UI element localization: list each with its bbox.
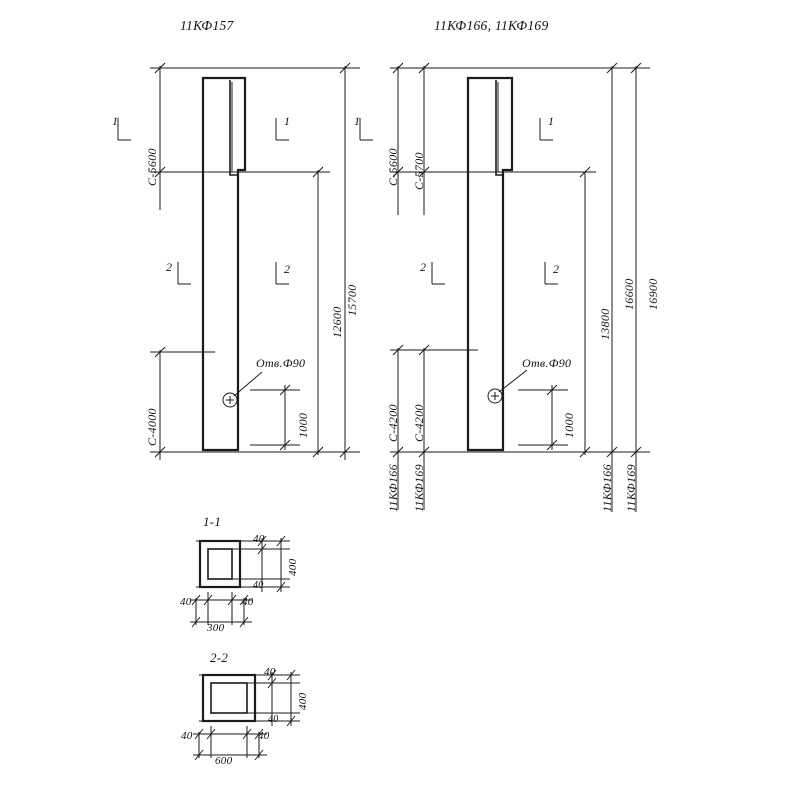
left-section-mark-1a: 1: [112, 114, 119, 128]
section-2-label: 2-2: [210, 650, 229, 665]
right-dim-16600: 16600: [622, 278, 636, 310]
section-2-inner-40-a: 40: [268, 714, 279, 725]
section-2-dim-400: 400: [297, 692, 309, 710]
left-dim-c5600: С-5600: [145, 148, 159, 186]
right-section-mark-2b: 2: [553, 262, 560, 276]
left-section-mark-1b: 1: [284, 114, 291, 128]
right-dim-c4200-b: С-4200: [412, 404, 426, 442]
left-dim-12600: 12600: [330, 306, 344, 338]
right-hole-note: Отв.Ф90: [522, 356, 572, 370]
section-1-overall: 300: [207, 622, 225, 634]
section-2-overall: 600: [215, 755, 233, 767]
right-tag-169-right: 11КФ169: [624, 464, 638, 512]
left-dim-15700: 15700: [345, 284, 359, 316]
section-1-dim-40-top: 40: [253, 533, 265, 545]
right-tag-169-left: 11КФ169: [412, 464, 426, 512]
left-dim-c4000: С-4000: [145, 408, 159, 446]
right-section-mark-1a: 1: [354, 114, 361, 128]
right-dim-c5600: С-5600: [386, 148, 400, 186]
section-1-dim-400: 400: [287, 558, 299, 576]
right-dim-16900: 16900: [646, 278, 660, 310]
left-hole-note: Отв.Ф90: [256, 356, 306, 370]
section-2-dim-40-left: 40: [181, 730, 193, 742]
section-2-dim-40-right: 40: [258, 730, 270, 742]
left-section-mark-2b: 2: [284, 262, 291, 276]
title-left: 11КФ157: [180, 18, 234, 33]
title-right: 11КФ166, 11КФ169: [434, 18, 549, 33]
right-dim-c5700: С-5700: [412, 152, 426, 190]
section-1-inner-40-a: 40: [253, 580, 264, 591]
right-section-mark-2a: 2: [420, 260, 427, 274]
left-hole-dim: 1000: [296, 412, 310, 438]
section-1-dim-40-right: 40: [242, 596, 254, 608]
right-section-mark-1b: 1: [548, 114, 555, 128]
section-1-dim-40-left: 40: [180, 596, 192, 608]
section-2-dim-40-top: 40: [264, 666, 276, 678]
right-dim-13800: 13800: [598, 308, 612, 340]
section-1-label: 1-1: [203, 514, 222, 529]
right-dim-c4200-a: С-4200: [386, 404, 400, 442]
right-hole-dim: 1000: [562, 412, 576, 438]
right-tag-166-right: 11КФ166: [600, 464, 614, 512]
left-section-mark-2a: 2: [166, 260, 173, 274]
right-tag-166-left: 11КФ166: [386, 464, 400, 512]
